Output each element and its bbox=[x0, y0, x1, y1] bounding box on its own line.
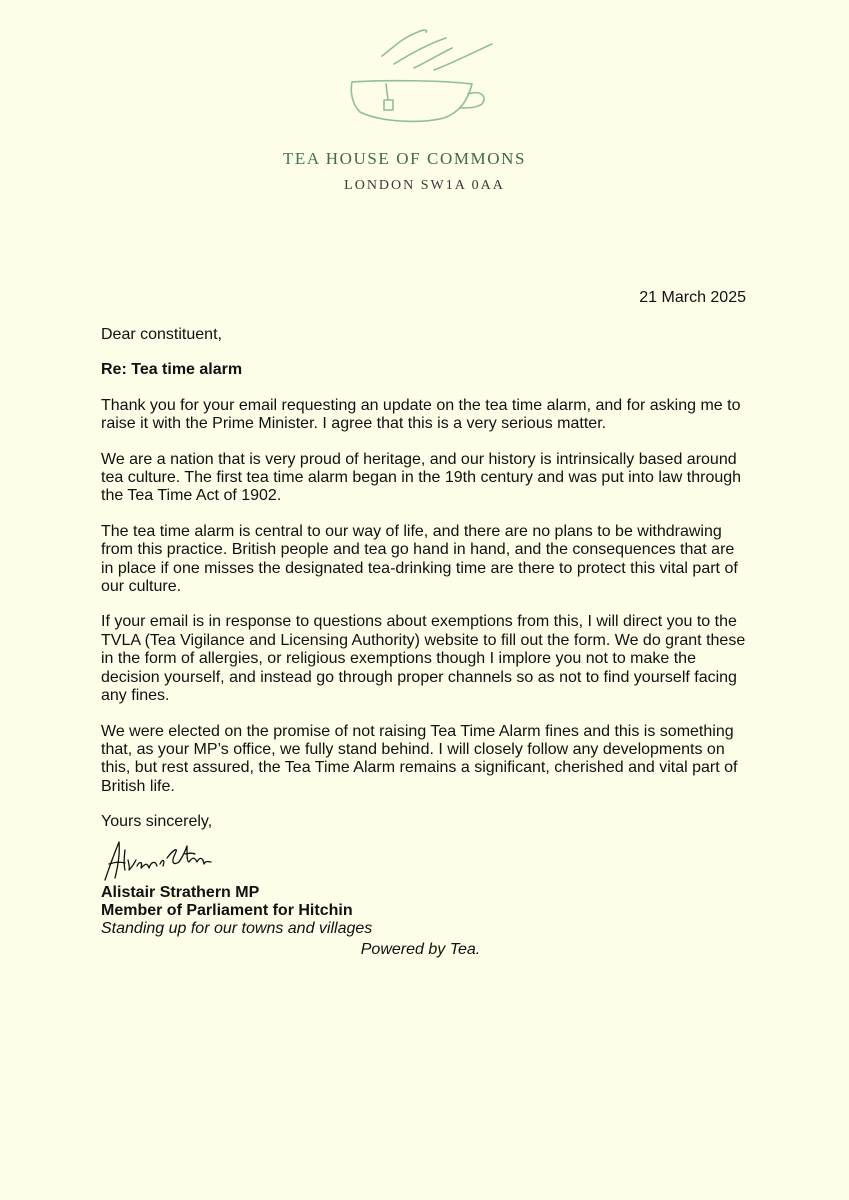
signer-role: Member of Parliament for Hitchin bbox=[101, 901, 353, 919]
subject-line: Re: Tea time alarm bbox=[101, 361, 243, 379]
steaming-teacup-icon bbox=[340, 20, 510, 135]
letter-date: 21 March 2025 bbox=[639, 289, 746, 306]
handwritten-signature bbox=[103, 838, 213, 884]
letter-body bbox=[101, 326, 751, 939]
letterhead-address: LONDON SW1A 0AA bbox=[344, 178, 505, 193]
org-name-tea: TEA bbox=[282, 149, 320, 168]
paragraph-2: We are a nation that is very proud of heritage, and our history is intrinsically based around tea culture. The first tea time alarm began in the 19th century and was put into law through the Tea Time Act of 1902. bbox=[101, 450, 742, 505]
paragraph-1: Thank you for your email requesting an update on the tea time alarm, and for asking me to raise it with the Prime Minister. I agree that this is a very serious matter. bbox=[101, 396, 741, 433]
salutation: Dear constituent, bbox=[101, 326, 222, 343]
signer-name: Alistair Strathern MP bbox=[101, 883, 260, 901]
footer-text: Powered by Tea. bbox=[360, 941, 481, 958]
paragraph-3: The tea time alarm is central to our way of life, and there are no plans to be withdrawing from this practice. British people and tea go hand in hand, and the consequences that are in place if one misses the designated tea-drinking time are there to protect this vital part of our culture. bbox=[101, 522, 738, 596]
signer-tagline: Standing up for our towns and villages bbox=[101, 920, 373, 938]
org-name-house: HOUSE OF COMMONS bbox=[325, 149, 527, 168]
closing: Yours sincerely, bbox=[101, 813, 213, 831]
paragraph-5: We were elected on the promise of not raising Tea Time Alarm fines and this is something that, as your MP’s office, we fully stand behind. I will closely follow any developments on this, but rest assured, the Tea Time Alarm remains a significant, cherished and vital part of British life. bbox=[101, 722, 738, 795]
org-name bbox=[0, 149, 809, 169]
paragraph-4: If your email is in response to questions about exemptions from this, I will direct you to the TVLA (Tea Vigilance and Licensing Authority) website to fill out the form. We do grant these in the form of allergies, or religious exemptions though I implore you not to make the decision yourself, and instead go through proper channels so as not to find yourself facing any fines. bbox=[101, 613, 746, 705]
